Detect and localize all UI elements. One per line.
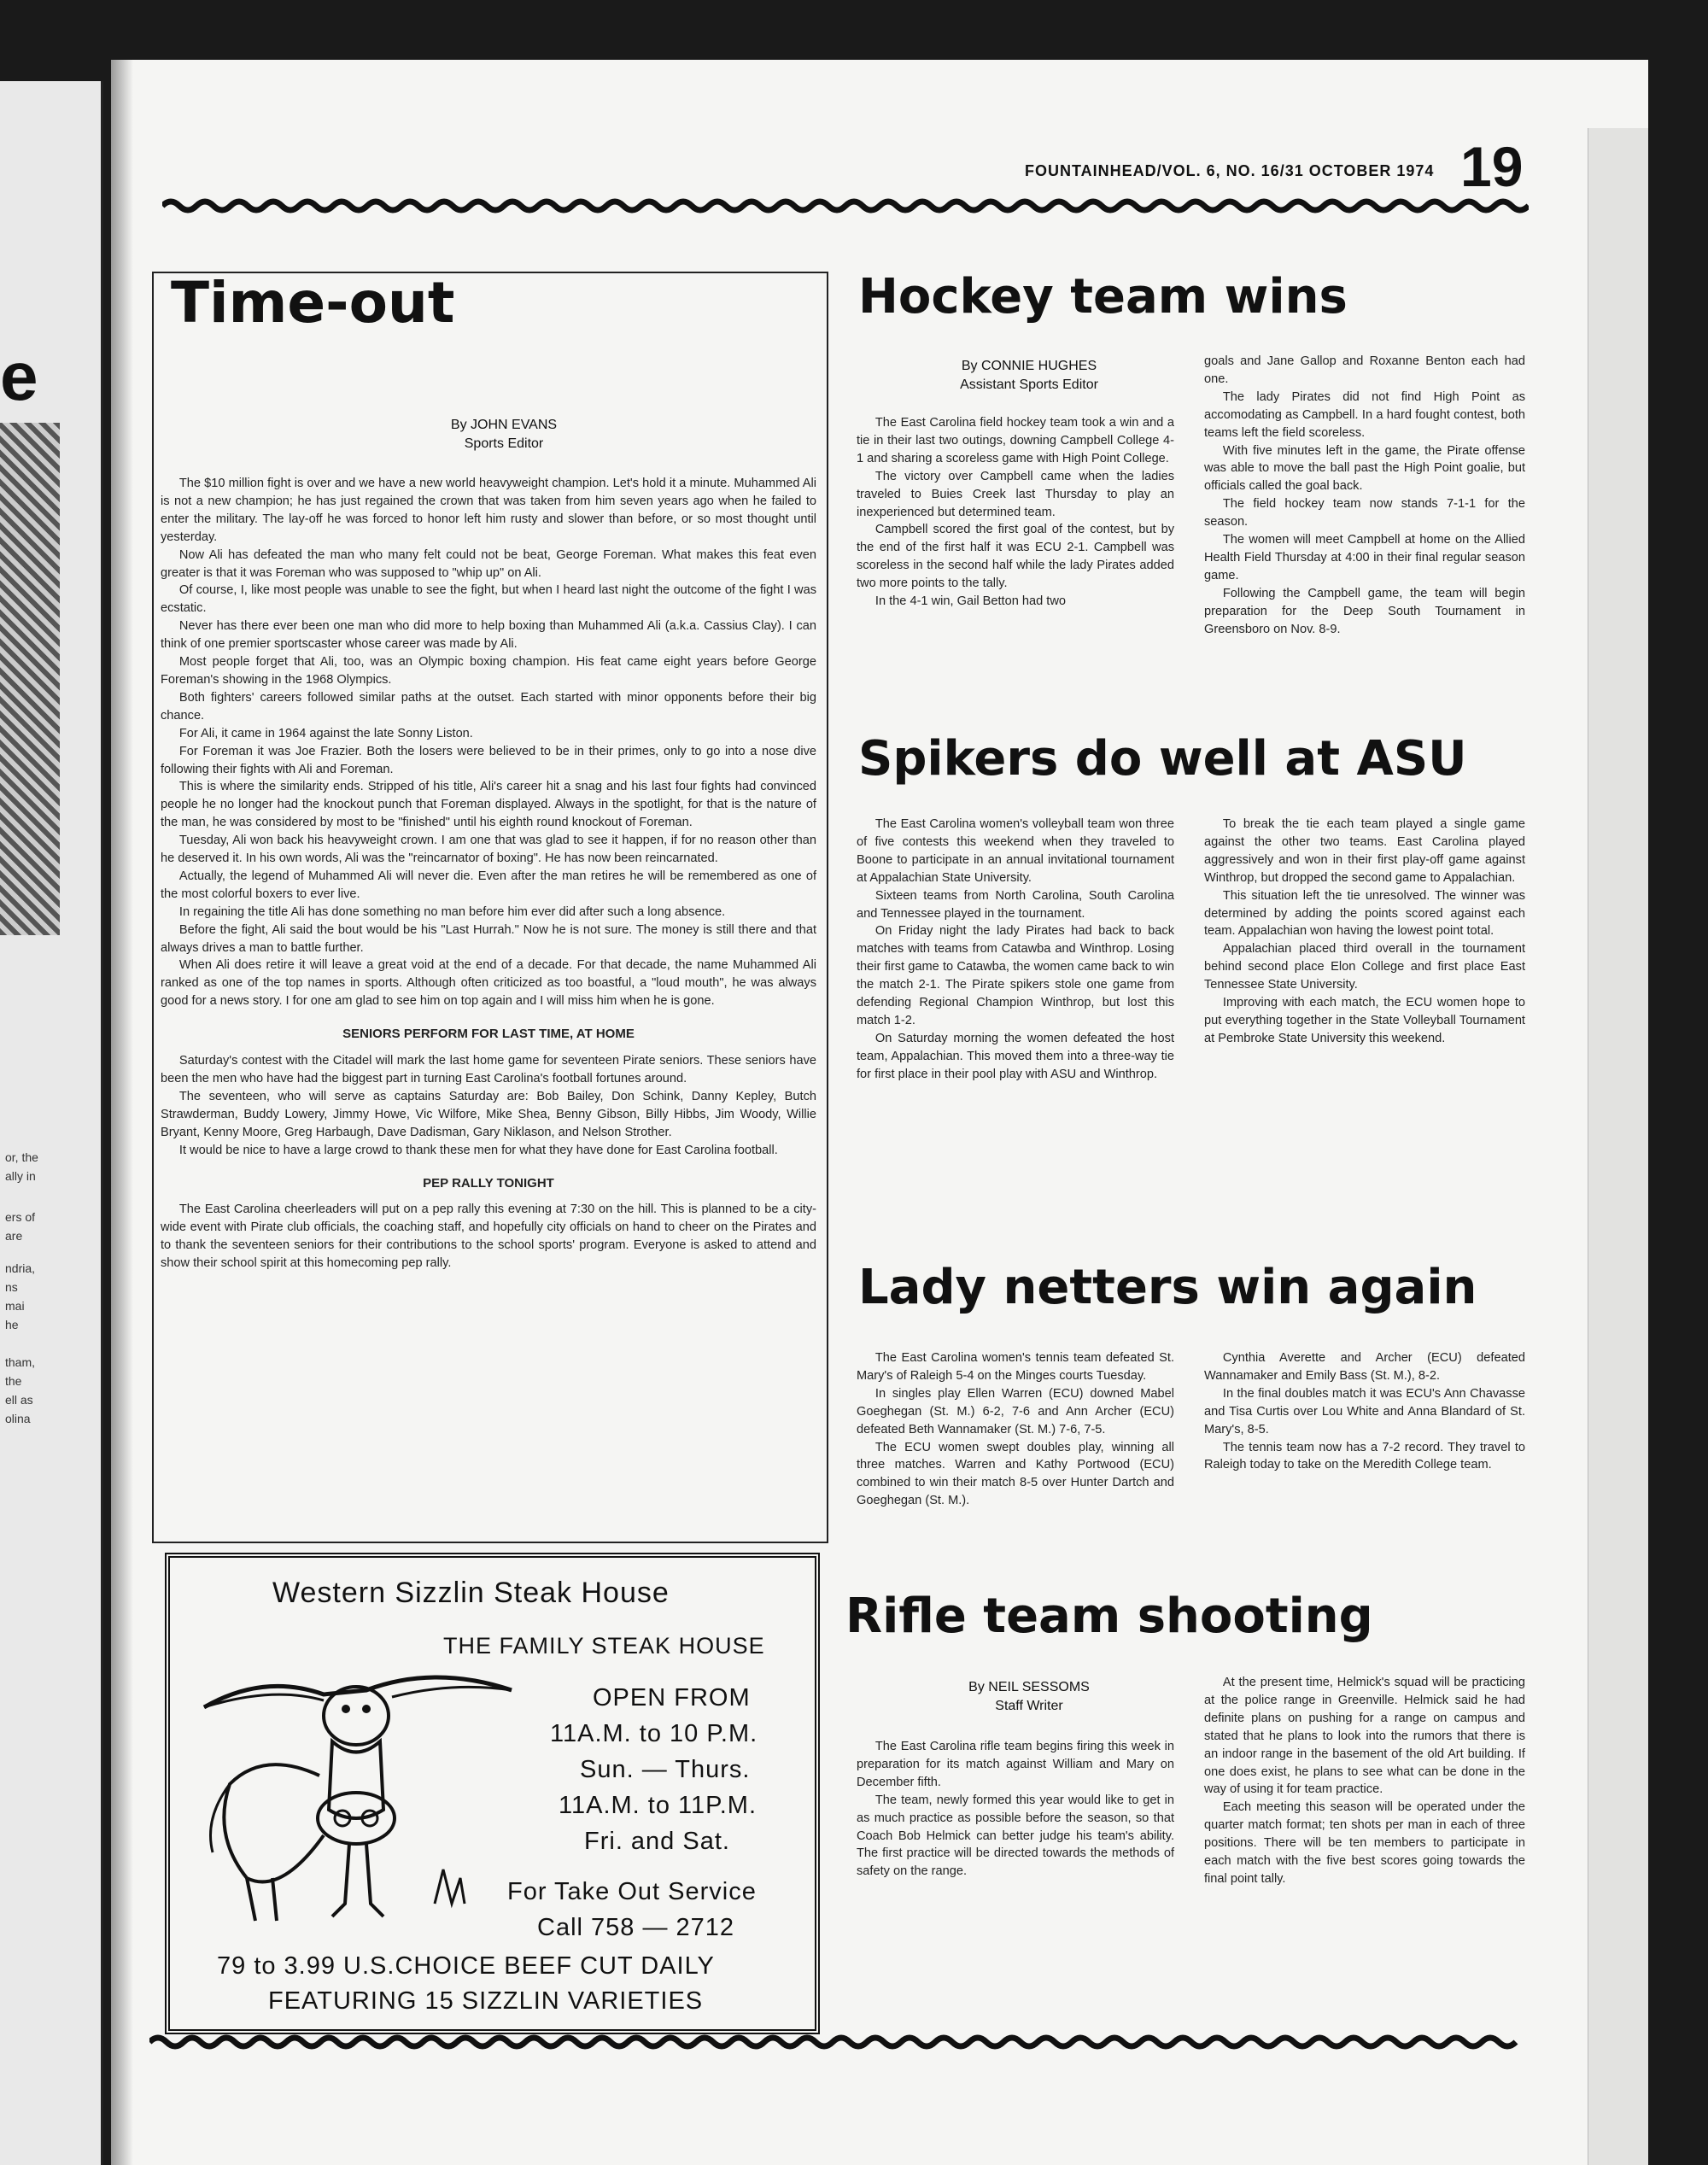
spikers-column-2 <box>1204 816 1525 1048</box>
rifle-column-1 <box>857 1738 1174 1881</box>
netters-column-2 <box>1204 1349 1525 1474</box>
article-paragraph: The seventeen, who will serve as captains Saturday are: Bob Bailey, Don Schink, Danny Kepley, Butch Strawderman, Buddy Lowery, Jimmy Howe, Vic Wilfore, Mike Shea, Benny Gibson, Billy Hibbs, Jim Woody, Willie Bryant, Kenny Moore, Greg Harbaugh, Dave Dadisman, Gary Niklason, and Nelson Strother. <box>161 1089 816 1139</box>
article-paragraph: In regaining the title Ali has done something no man before him ever did after such a long absence. <box>178 904 726 919</box>
rifle-headline: Rifle team shooting <box>845 1589 1373 1644</box>
article-paragraph: Cynthia Averette and Archer (ECU) defeated Wannamaker and Emily Bass (St. M.), 8-2. <box>1204 1351 1525 1383</box>
left-fragment: mai <box>5 1299 25 1313</box>
left-fragment: ndria, <box>5 1261 36 1275</box>
article-paragraph: On Saturday morning the women defeated the host team, Appalachian. This moved them into a three-way tie for first place in their pool play with ASU and Winthrop. <box>857 1031 1174 1081</box>
article-paragraph: At the present time, Helmick's squad will be practicing at the police range in Greenville. Helmick said he had definite plans on pushing for a range on campus and stated that he plans to look into the rumors that there is an indoor range in the basement of the old Art building. If one does exist, he plans to see what can be done in the way of using it for team practice. <box>1204 1676 1525 1797</box>
article-paragraph: The team, newly formed this year would like to get in as much practice as possible before the season, so that Coach Bob Helmick can better judge his team's ability. The first practice will be directed towards the methods of safety on the range. <box>857 1793 1174 1879</box>
page-stack-edge <box>1588 128 1648 2165</box>
article-paragraph: Each meeting this season will be operated under the quarter match format; ten shots per man in each of three positions. There will be ten members to participate in each match with the five best scores going towards the final point tally. <box>1204 1800 1525 1886</box>
timeout-body <box>161 475 816 1273</box>
article-paragraph: In singles play Ellen Warren (ECU) downed Mabel Goeghegan (St. M.) 6-2, 7-6 and Ann Archer (ECU) defeated Beth Wannamaker (St. M.) 7-6, 7-5. <box>857 1386 1174 1437</box>
left-page-photo <box>0 423 60 935</box>
hockey-column-1 <box>857 414 1174 611</box>
article-paragraph: The East Carolina women's tennis team defeated St. Mary's of Raleigh 5-4 on the Minges courts Tuesday. <box>857 1351 1174 1383</box>
article-paragraph: In the final doubles match it was ECU's Ann Chavasse and Tisa Curtis over Lou White and Anna Blandard of St. Mary's, 8-5. <box>1204 1386 1525 1437</box>
article-paragraph: The East Carolina women's volleyball team won three of five contests this weekend when they traveled to Boone to participate in an annual invitational tournament at Appalachian State University. <box>857 817 1174 885</box>
article-paragraph: Both fighters' careers followed similar paths at the outset. Each started with minor opponents before their big chance. <box>161 690 816 723</box>
article-paragraph: With five minutes left in the game, the Pirate offense was able to move the ball past the High Point goalie, but officials called the goal back. <box>1204 443 1525 494</box>
article-paragraph: For Ali, it came in 1964 against the late Sonny Liston. <box>178 726 473 740</box>
ad-tagline: THE FAMILY STEAK HOUSE <box>443 1633 765 1659</box>
left-page-letter: e <box>0 338 38 414</box>
article-paragraph: Of course, I, like most people was unable to see the fight, but when I heard last night the outcome of the fight I was ecstatic. <box>161 583 816 616</box>
timeout-headline: Time-out <box>171 270 455 336</box>
article-paragraph: Tuesday, Ali won back his heavyweight crown. I am one that was glad to see it happen, if for no reason other than he deserved it. In his own words, Ali was the "reincarnator of boxing". He has now been reincarnated. <box>161 834 816 866</box>
ad-days-weekday: Sun. — Thurs. <box>580 1756 751 1783</box>
left-fragment: ell as <box>5 1393 33 1407</box>
article-paragraph: The tennis team now has a 7-2 record. They travel to Raleigh today to take on the Meredith College team. <box>1204 1440 1525 1472</box>
hockey-byline <box>905 357 1153 395</box>
article-paragraph: Sixteen teams from North Carolina, South Carolina and Tennessee played in the tournament. <box>857 888 1174 921</box>
page-number: 19 <box>1460 135 1524 198</box>
ad-days-weekend: Fri. and Sat. <box>584 1828 730 1855</box>
article-paragraph: Saturday's contest with the Citadel will mark the last home game for seventeen Pirate seniors. These seniors have been the men who have had the biggest part in turning East Carolina's football fortunes around. <box>161 1054 816 1085</box>
article-paragraph: Improving with each match, the ECU women hope to put everything together in the State Volleyball Tournament at Pembroke State University this weekend. <box>1204 996 1525 1045</box>
masthead-line: FOUNTAINHEAD/VOL. 6, NO. 16/31 OCTOBER 1974 <box>1025 162 1435 179</box>
article-paragraph: The $10 million fight is over and we have a new world heavyweight champion. Let's hold it a minute. Muhammed Ali is not a new champion; he has just regained the crown that was taken from him seven years ago when he failed to enter the military. The lay-off he was forced to honor left him rusty and slower than before, or so most thought until yesterday. <box>161 477 816 544</box>
left-fragment: or, the <box>5 1150 38 1164</box>
spikers-headline: Spikers do well at ASU <box>858 731 1467 787</box>
steakhouse-ad <box>165 1553 820 2034</box>
article-paragraph: Before the fight, Ali said the bout would be his "Last Hurrah." Now he is not sure. The money is still there and that always drives a man to battle further. <box>161 922 816 955</box>
byline-title: Assistant Sports Editor <box>960 377 1098 392</box>
left-fragment: olina <box>5 1412 31 1425</box>
article-paragraph: This is where the similarity ends. Stripped of his title, Ali's career hit a snag and his last four fights had convinced people he no longer had the knockout punch that Foreman displayed. Always in the spotlight, for that is the nature of the man, he was considered by most to be "finished" until his eighth round knockout of Foreman. <box>161 780 816 830</box>
article-paragraph: It would be nice to have a large crowd to thank these men for what they have done for East Carolina football. <box>178 1143 778 1157</box>
ad-hours-weekend: 11A.M. to 11P.M. <box>559 1792 757 1819</box>
byline-title: Sports Editor <box>464 436 544 451</box>
article-paragraph: When Ali does retire it will leave a great void at the end of a decade. For that decade, the name Muhammed Ali ranked as one of the top names in sports. Although often criticized as too boastful, a "loud mouth", he was always good for a news story. I for one am glad to see him on top again and I will miss him when he is gone. <box>161 958 816 1009</box>
article-paragraph: The women will meet Campbell at home on the Allied Health Field Thursday at 4:00 in their final regular season game. <box>1204 533 1525 582</box>
article-subhead: SENIORS PERFORM FOR LAST TIME, AT HOME <box>342 1027 635 1042</box>
ad-takeout: For Take Out Service <box>507 1878 757 1905</box>
left-fragment: he <box>5 1318 19 1331</box>
article-paragraph: To break the tie each team played a single game against the other two teams. East Carolina played aggressively and won in their first play-off game against Winthrop, but dropped the second game to Appalachian. <box>1204 817 1525 885</box>
article-paragraph: The East Carolina rifle team begins firing this week in preparation for its match against William and Mary on December fifth. <box>857 1740 1174 1789</box>
article-paragraph: Following the Campbell game, the team will begin preparation for the Deep South Tournament in Greensboro on Nov. 8-9. <box>1204 586 1525 636</box>
left-fragment: ally in <box>5 1169 36 1183</box>
timeout-byline <box>376 416 632 453</box>
byline-name: By JOHN EVANS <box>450 418 558 432</box>
left-fragment: ns <box>5 1280 18 1294</box>
article-subhead: PEP RALLY TONIGHT <box>423 1175 554 1191</box>
left-facing-page <box>0 81 103 2165</box>
ad-restaurant-name: Western Sizzlin Steak House <box>272 1577 670 1609</box>
left-fragment: tham, <box>5 1355 36 1369</box>
netters-headline: Lady netters win again <box>858 1260 1477 1315</box>
rifle-column-2 <box>1204 1674 1525 1888</box>
article-paragraph: The victory over Campbell came when the ladies traveled to Buies Creek last Thursday to play an inexperienced but determined team. <box>857 469 1174 519</box>
netters-column-1 <box>857 1349 1174 1510</box>
article-paragraph: The East Carolina cheerleaders will put on a pep rally this evening at 7:30 on the hill. This is planned to be a city-wide event with Pirate club officials, the coaching staff, and hopefully city officials on hand to cheer on the Pirates and to thank the seventeen seniors for their contributions to the school sports' program. Everyone is asked to attend and show their school spirit at this homecoming pep rally. <box>161 1202 816 1271</box>
article-paragraph: On Friday night the lady Pirates had back to back matches with teams from Catawba and Winthrop. Losing their first game to Catawba, the women came back to win the match 2-1. The Pirate spikers stole one game from defending Regional Champion Winthrop, but lost this match 1-2. <box>857 924 1174 1027</box>
article-paragraph: goals and Jane Gallop and Roxanne Benton each had one. <box>1204 354 1525 386</box>
article-paragraph: The ECU women swept doubles play, winning all three matches. Warren and Kathy Portwood (ECU) combined to win their match 8-5 over Hunter Dartch and Goeghegan (St. M.). <box>857 1440 1174 1508</box>
hockey-column-2 <box>1204 353 1525 639</box>
article-paragraph: Never has there ever been one man who did more to help boxing than Muhammed Ali (a.k.a. Cassius Clay). I can think of one premier sportscaster whose career was made by Ali. <box>161 619 816 652</box>
left-fragment: the <box>5 1374 22 1388</box>
article-paragraph: Actually, the legend of Muhammed Ali will never die. Even after the man retires he will be remembered as one of the most colorful boxers to ever live. <box>161 869 816 901</box>
article-paragraph: Most people forget that Ali, too, was an Olympic boxing champion. His feat came eight years before George Foreman's showing in the 1968 Olympics. <box>161 655 816 687</box>
article-paragraph: Campbell scored the first goal of the contest, but by the end of the first half it was ECU 2-1. Campbell was scoreless in the second half while the lady Pirates added two more points to the tally. <box>857 523 1174 591</box>
article-paragraph: The field hockey team now stands 7-1-1 for the season. <box>1204 497 1525 530</box>
left-fragment: ers of <box>5 1210 36 1224</box>
ad-phone: Call 758 — 2712 <box>537 1914 735 1941</box>
byline-name: By CONNIE HUGHES <box>961 359 1097 373</box>
article-paragraph: For Foreman it was Joe Frazier. Both the losers were believed to be in their primes, only to go into a nose dive following their fights with Ali and Foreman. <box>161 744 816 776</box>
byline-title: Staff Writer <box>995 1699 1063 1713</box>
ad-hours-weekday: 11A.M. to 10 P.M. <box>550 1720 758 1747</box>
ad-prices: 79 to 3.99 U.S.CHOICE BEEF CUT DAILY <box>217 1952 715 1980</box>
article-paragraph: Now Ali has defeated the man who many felt could not be beat, George Foreman. What makes this feat even greater is that it was Foreman who was supposed to "whip up" on Ali. <box>161 547 816 580</box>
hockey-headline: Hockey team wins <box>858 269 1348 325</box>
spine-shadow <box>111 60 133 2165</box>
ad-open-from: OPEN FROM <box>593 1684 751 1712</box>
bottom-wavy-rule <box>149 2031 1524 2053</box>
ad-varieties: FEATURING 15 SIZZLIN VARIETIES <box>268 1987 704 2015</box>
rifle-byline <box>905 1678 1153 1716</box>
top-wavy-rule <box>162 195 1529 217</box>
left-fragment: are <box>5 1229 23 1243</box>
spikers-column-1 <box>857 816 1174 1084</box>
longhorn-cow-illustration <box>196 1647 520 1929</box>
article-paragraph: This situation left the tie unresolved. The winner was determined by adding the points scored against each team. Appalachian won having the lowest point total. <box>1204 888 1525 939</box>
byline-name: By NEIL SESSOMS <box>968 1680 1090 1694</box>
article-paragraph: The East Carolina field hockey team took a win and a tie in their last two outings, downing Campbell College 4-1 and sharing a scoreless game with High Point College. <box>857 416 1174 465</box>
article-paragraph: In the 4-1 win, Gail Betton had two <box>874 594 1066 609</box>
article-paragraph: The lady Pirates did not find High Point as accomodating as Campbell. In a hard fought contest, both teams left the field scoreless. <box>1204 389 1525 440</box>
article-paragraph: Appalachian placed third overall in the tournament behind second place Elon College and first place East Tennessee State University. <box>1204 942 1525 992</box>
